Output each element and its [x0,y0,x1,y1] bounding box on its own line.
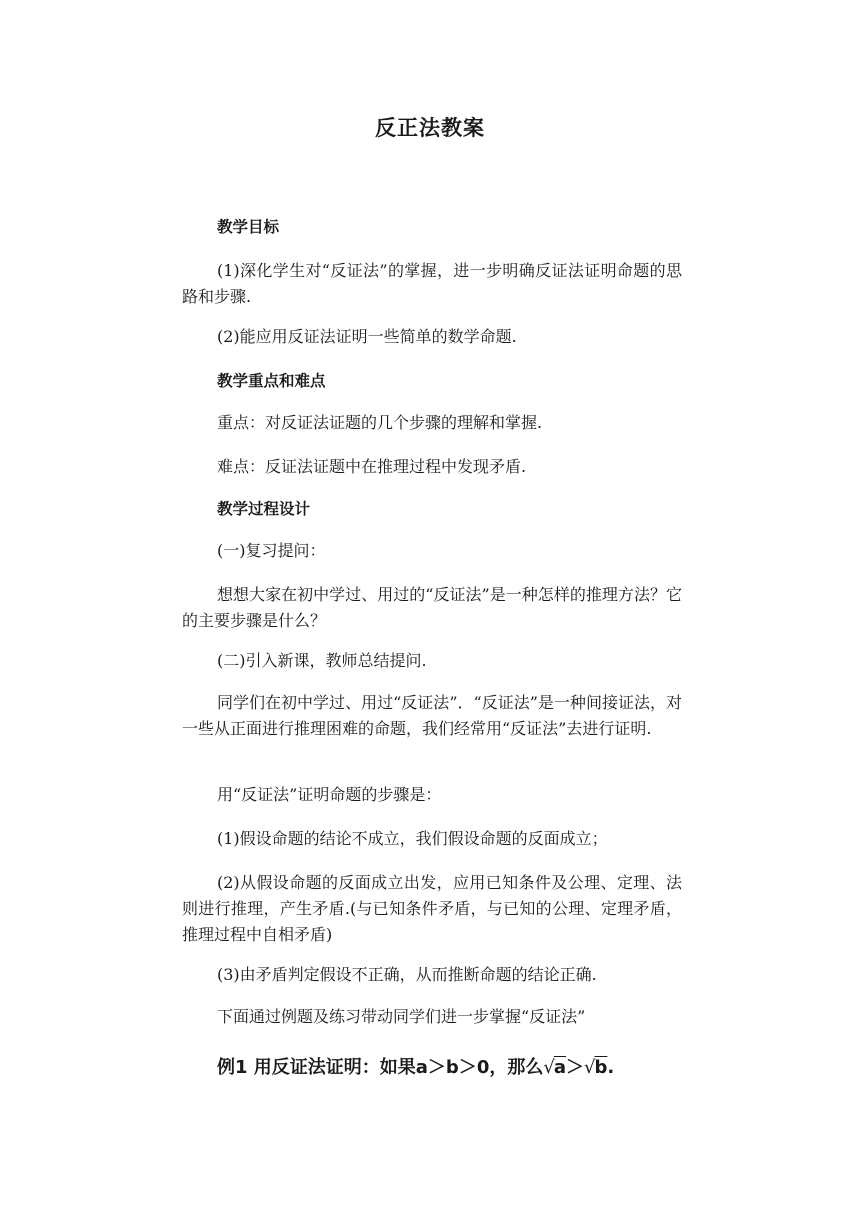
paragraph-review: (一)复习提问： [217,541,326,560]
paragraph-review-question: 想想大家在初中学过、用过的“反证法”是一种怎样的推理方法？它的主要步骤是什么？ [182,585,682,630]
paragraph-intro: 同学们在初中学过、用过“反证法”．“反证法”是一种间接证法，对一些从正面进行推理困难的命题，我们经常用“反证法”去进行证明. [182,693,682,738]
greater-than-symbol: ＞ [566,1057,584,1078]
paragraph-steps-intro: 用“反证法”证明命题的步骤是： [217,785,442,804]
paragraph-new-lesson: (二)引入新课，教师总结提问. [217,651,427,670]
sqrt-symbol: √ [584,1057,596,1078]
paragraph-goal-1: (1)深化学生对“反证法”的掌握，进一步明确反证法证明命题的思路和步骤. [182,261,682,306]
sqrt-symbol: √ [543,1057,555,1078]
radicand-a: a [553,1057,566,1078]
example-1 [217,1052,617,1084]
document-title: 反正法教案 [375,116,485,140]
paragraph-step-2: (2)从假设命题的反面成立出发，应用已知条件及公理、定理、法则进行推理，产生矛盾.(与已知条件矛盾，与已知的公理、定理矛盾，推理过程中自相矛盾) [182,873,682,944]
radicand-b: b [594,1057,608,1078]
heading-key-points: 教学重点和难点 [217,372,326,390]
paragraph-step-3: (3)由矛盾判定假设不正确，从而推断命题的结论正确. [217,965,597,984]
example-1-period: . [607,1057,615,1078]
paragraph-practice: 下面通过例题及练习带动同学们进一步掌握“反证法” [217,1007,586,1026]
heading-process-design: 教学过程设计 [217,500,311,518]
example-1-statement: 例1 用反证法证明：如果a＞b＞0，那么 [217,1057,544,1078]
paragraph-key-point: 重点：对反证法证题的几个步骤的理解和掌握. [217,413,543,432]
paragraph-goal-2: (2)能应用反证法证明一些简单的数学命题. [217,327,517,346]
paragraph-difficulty: 难点：反证法证题中在推理过程中发现矛盾. [217,457,527,476]
paragraph-step-1: (1)假设命题的结论不成立，我们假设命题的反面成立； [217,829,608,848]
heading-teaching-goals: 教学目标 [217,218,280,236]
